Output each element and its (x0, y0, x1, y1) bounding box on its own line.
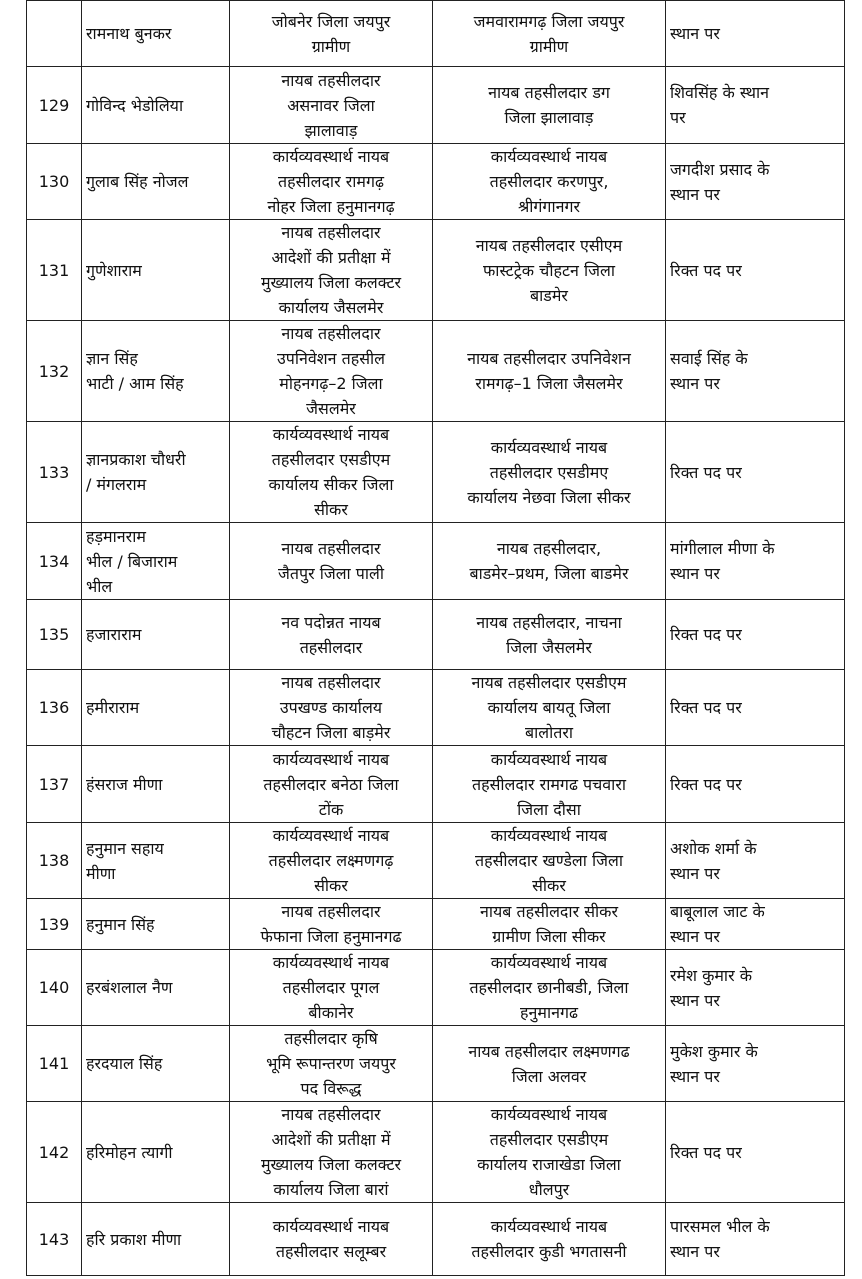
cell-line: कार्यव्यवस्थार्थ नायब (272, 1217, 390, 1236)
cell-line: असनावर जिला (287, 95, 375, 115)
cell-line: तहसीलदार कृषि (284, 1029, 378, 1048)
cell-line: जगदीश प्रसाद के (670, 159, 770, 179)
cell-line: तहसीलदार एसडीएम (271, 450, 391, 469)
cell-line: ज्ञान सिंह (86, 349, 138, 368)
cell-line: नोहर जिला हनुमानगढ़ (267, 197, 395, 216)
cell-line: हनुमानगढ (520, 1003, 578, 1022)
cell-line: कार्यव्यवस्थार्थ नायब (490, 147, 608, 166)
remark-cell (666, 950, 845, 1026)
cell-line: ग्रामीण जिला सीकर (492, 927, 606, 946)
cell-line: नायब तहसीलदार एसीएम (475, 235, 623, 255)
cell-line: कार्यव्यवस्थार्थ नायब (272, 826, 390, 845)
cell-line: कार्यव्यवस्थार्थ नायब (490, 953, 608, 972)
cell-line: बाबूलाल जाट के (670, 902, 765, 921)
cell-line: हरबंशलाल नैण (86, 978, 173, 997)
cell-line: पर (670, 108, 686, 127)
cell-line: कार्यव्यवस्थार्थ नायब (272, 749, 390, 769)
officer-name-cell (82, 144, 230, 220)
cell-line: कार्यव्यवस्थार्थ नायब (272, 147, 390, 166)
cell-line: ग्रामीण (311, 36, 351, 56)
serial-number-cell: 140 (27, 950, 82, 1026)
cell-line: ग्रामीण (529, 36, 569, 56)
cell-line: बाडमेर–प्रथम, जिला बाडमेर (469, 564, 629, 583)
cell-line: हरिमोहन त्यागी (86, 1142, 173, 1162)
cell-line: स्थान पर (670, 927, 720, 946)
remark-cell (666, 670, 845, 746)
cell-line: सवाई सिंह के (670, 349, 748, 368)
cell-line: तहसीलदार एसडीमए (489, 462, 609, 482)
cell-line: रामगढ़–1 जिला जैसलमेर (475, 374, 623, 393)
cell-line: अशोक शर्मा के (670, 838, 757, 858)
cell-line: हनुमान सहाय (86, 838, 164, 858)
new-posting-cell (433, 670, 666, 746)
cell-line: स्थान पर (670, 863, 720, 883)
serial-number-cell: 142 (27, 1102, 82, 1203)
cell-line: हरदयाल सिंह (86, 1054, 163, 1073)
new-posting-cell (433, 144, 666, 220)
cell-line: तहसीलदार छानीबडी, जिला (469, 978, 629, 997)
cell-line: हड़मानराम (86, 526, 146, 546)
cell-line: रामनाथ बुनकर (86, 24, 172, 43)
cell-line: चौहटन जिला बाड़मेर (271, 723, 391, 742)
cell-line: नायब तहसीलदार (281, 539, 381, 558)
cell-line: मोहनगढ़–2 जिला (279, 374, 383, 393)
cell-line: भील / बिजाराम (86, 551, 178, 571)
officer-name-cell (82, 670, 230, 746)
new-posting-cell (433, 1026, 666, 1102)
cell-line: रिक्त पद पर (670, 462, 742, 482)
cell-line: कार्यव्यवस्थार्थ नायब (490, 437, 608, 457)
new-posting-cell (433, 321, 666, 422)
cell-line: नायब तहसीलदार (281, 223, 381, 242)
cell-line: मुख्यालय जिला कलक्टर (260, 1155, 402, 1174)
cell-line: नव पदोन्नत नायब (281, 612, 381, 632)
officer-name-cell (82, 422, 230, 523)
cell-line: सीकर (314, 876, 348, 895)
cell-line: जिला अलवर (511, 1066, 587, 1086)
current-posting-cell (230, 600, 433, 670)
cell-line: मुकेश कुमार के (670, 1041, 758, 1061)
cell-line: कार्यालय नेछवा जिला सीकर (467, 487, 631, 507)
cell-line: नायब तहसीलदार, नाचना (476, 612, 622, 632)
cell-line: आदेशों की प्रतीक्षा में (271, 1130, 391, 1149)
table-row (27, 321, 845, 422)
serial-number-cell: 133 (27, 422, 82, 523)
cell-line: गोविन्द भेडोलिया (86, 95, 184, 115)
cell-line: पद विरूद्ध (300, 1079, 362, 1098)
cell-line: भूमि रूपान्तरण जयपुर (266, 1054, 396, 1073)
cell-line: गुणेशाराम (86, 260, 142, 280)
cell-line: कार्यव्यवस्थार्थ नायब (490, 749, 608, 769)
cell-line: हरि प्रकाश मीणा (86, 1229, 182, 1249)
remark-cell (666, 899, 845, 950)
table-row (27, 1203, 845, 1276)
table-row (27, 422, 845, 523)
new-posting-cell (433, 1, 666, 67)
cell-line: फास्टट्रेक चौहटन जिला (482, 260, 616, 280)
cell-line: रिक्त पद पर (670, 625, 742, 644)
serial-number-cell: 143 (27, 1203, 82, 1276)
serial-number-cell (27, 1, 82, 67)
cell-line: जिला झालावाड़ (504, 108, 594, 127)
table-row (27, 144, 845, 220)
cell-line: कार्यालय बायतू जिला (487, 698, 611, 717)
cell-line: तहसीलदार लक्ष्मणगढ़ (268, 851, 394, 870)
cell-line: शिवसिंह के स्थान (670, 83, 769, 102)
cell-line: कार्यव्यवस्थार्थ नायब (490, 826, 608, 845)
table-row (27, 899, 845, 950)
cell-line: कार्यव्यवस्थार्थ नायब (272, 425, 390, 444)
cell-line: नायब तहसीलदार (281, 70, 381, 90)
cell-line: झालावाड़ (304, 120, 358, 140)
new-posting-cell (433, 220, 666, 321)
cell-line: नायब तहसीलदार एसडीएम (471, 673, 627, 692)
officer-name-cell (82, 220, 230, 321)
cell-line: नायब तहसीलदार डग (488, 83, 610, 102)
cell-line: बालोतरा (524, 723, 574, 742)
cell-line: भाटी / आम सिंह (86, 374, 184, 393)
remark-cell (666, 1102, 845, 1203)
cell-line: हनुमान सिंह (86, 914, 155, 934)
current-posting-cell (230, 1, 433, 67)
cell-line: कार्यव्यवस्थार्थ नायब (490, 1105, 608, 1124)
serial-number-cell: 138 (27, 823, 82, 899)
current-posting-cell (230, 523, 433, 600)
serial-number-cell: 141 (27, 1026, 82, 1102)
current-posting-cell (230, 422, 433, 523)
table-row (27, 746, 845, 823)
officer-name-cell (82, 746, 230, 823)
cell-line: श्रीगंगानगर (517, 197, 581, 216)
current-posting-cell (230, 1102, 433, 1203)
cell-line: मीणा (86, 863, 116, 883)
cell-line: उपखण्ड कार्यालय (279, 698, 383, 717)
table-row (27, 220, 845, 321)
serial-number-cell: 132 (27, 321, 82, 422)
cell-line: जमवारामगढ़ जिला जयपुर (473, 11, 625, 31)
cell-line: स्थान पर (670, 24, 720, 43)
serial-number-cell: 136 (27, 670, 82, 746)
serial-number-cell: 139 (27, 899, 82, 950)
new-posting-cell (433, 422, 666, 523)
table-row (27, 523, 845, 600)
transfer-table-body (27, 1, 845, 1276)
cell-line: बीकानेर (308, 1003, 354, 1022)
remark-cell (666, 523, 845, 600)
officer-name-cell (82, 950, 230, 1026)
new-posting-cell (433, 600, 666, 670)
current-posting-cell (230, 144, 433, 220)
current-posting-cell (230, 746, 433, 823)
current-posting-cell (230, 67, 433, 144)
cell-line: कार्यव्यवस्थार्थ नायब (272, 953, 390, 972)
remark-cell (666, 600, 845, 670)
remark-cell (666, 220, 845, 321)
table-row (27, 670, 845, 746)
remark-cell (666, 1203, 845, 1276)
remark-cell (666, 422, 845, 523)
cell-line: मांगीलाल मीणा के (670, 539, 775, 558)
current-posting-cell (230, 1203, 433, 1276)
cell-line: जैसलमेर (306, 399, 356, 418)
officer-name-cell (82, 321, 230, 422)
remark-cell (666, 321, 845, 422)
cell-line: कार्यालय सीकर जिला (268, 475, 394, 494)
officer-name-cell (82, 1203, 230, 1276)
cell-line: कार्यव्यवस्थार्थ नायब (490, 1217, 608, 1236)
remark-cell (666, 746, 845, 823)
cell-line: नायब तहसीलदार (281, 324, 381, 343)
cell-line: / मंगलराम (86, 475, 147, 494)
serial-number-cell: 134 (27, 523, 82, 600)
cell-line: रमेश कुमार के (670, 965, 752, 985)
cell-line: नायब तहसीलदार (281, 1105, 381, 1124)
serial-number-cell: 130 (27, 144, 82, 220)
cell-line: सीकर (532, 876, 566, 895)
cell-line: रिक्त पद पर (670, 698, 742, 717)
officer-name-cell (82, 1, 230, 67)
table-row (27, 1, 845, 67)
serial-number-cell: 135 (27, 600, 82, 670)
cell-line: कार्यालय जैसलमेर (278, 298, 384, 317)
cell-line: टोंक (318, 799, 344, 819)
officer-name-cell (82, 1026, 230, 1102)
cell-line: तहसीलदार एसडीएम (489, 1130, 609, 1149)
officer-name-cell (82, 1102, 230, 1203)
cell-line: पारसमल भील के (670, 1217, 770, 1236)
current-posting-cell (230, 220, 433, 321)
cell-line: तहसीलदार कुडी भगतासनी (471, 1242, 627, 1261)
cell-line: तहसीलदार बनेठा जिला (263, 774, 399, 794)
new-posting-cell (433, 67, 666, 144)
table-row (27, 950, 845, 1026)
cell-line: नायब तहसीलदार (281, 673, 381, 692)
remark-cell (666, 67, 845, 144)
cell-line: स्थान पर (670, 990, 720, 1010)
current-posting-cell (230, 321, 433, 422)
new-posting-cell (433, 950, 666, 1026)
cell-line: जैतपुर जिला पाली (277, 564, 385, 583)
cell-line: स्थान पर (670, 184, 720, 204)
new-posting-cell (433, 746, 666, 823)
cell-line: नायब तहसीलदार उपनिवेशन (467, 349, 631, 368)
officer-name-cell (82, 899, 230, 950)
cell-line: स्थान पर (670, 1066, 720, 1086)
remark-cell (666, 144, 845, 220)
table-row (27, 823, 845, 899)
new-posting-cell (433, 823, 666, 899)
current-posting-cell (230, 950, 433, 1026)
remark-cell (666, 823, 845, 899)
transfer-table (26, 0, 845, 1276)
cell-line: उपनिवेशन तहसील (276, 349, 386, 368)
cell-line: बाडमेर (530, 285, 568, 305)
table-row (27, 600, 845, 670)
new-posting-cell (433, 899, 666, 950)
cell-line: तहसीलदार (299, 637, 363, 657)
cell-line: स्थान पर (670, 374, 720, 393)
cell-line: ज्ञानप्रकाश चौधरी (86, 450, 186, 469)
cell-line: तहसीलदार सलूम्बर (275, 1242, 387, 1261)
cell-line: जिला जैसलमेर (506, 637, 592, 657)
cell-line: तहसीलदार पूगल (282, 978, 380, 997)
cell-line: रिक्त पद पर (670, 1142, 742, 1162)
current-posting-cell (230, 823, 433, 899)
remark-cell (666, 1026, 845, 1102)
cell-line: जिला दौसा (517, 799, 581, 819)
cell-line: नायब तहसीलदार (281, 902, 381, 921)
cell-line: कार्यालय राजाखेडा जिला (477, 1155, 621, 1174)
cell-line: आदेशों की प्रतीक्षा में (271, 248, 391, 267)
cell-line: भील (86, 576, 113, 596)
cell-line: जोबनेर जिला जयपुर (271, 11, 391, 31)
table-row (27, 1026, 845, 1102)
cell-line: नायब तहसीलदार सीकर (479, 902, 618, 921)
cell-line: गुलाब सिंह नोजल (86, 172, 189, 191)
current-posting-cell (230, 899, 433, 950)
serial-number-cell: 137 (27, 746, 82, 823)
new-posting-cell (433, 1102, 666, 1203)
cell-line: सीकर (314, 500, 348, 519)
cell-line: स्थान पर (670, 564, 720, 583)
remark-cell (666, 1, 845, 67)
cell-line: मुख्यालय जिला कलक्टर (260, 273, 402, 292)
cell-line: हंसराज मीणा (86, 774, 163, 794)
table-row (27, 1102, 845, 1203)
cell-line: रिक्त पद पर (670, 774, 742, 794)
cell-line: धौलपुर (528, 1180, 570, 1199)
cell-line: तहसीलदार खण्डेला जिला (474, 851, 624, 870)
new-posting-cell (433, 1203, 666, 1276)
current-posting-cell (230, 670, 433, 746)
officer-name-cell (82, 67, 230, 144)
cell-line: तहसीलदार रामगढ़ (278, 172, 384, 191)
new-posting-cell (433, 523, 666, 600)
current-posting-cell (230, 1026, 433, 1102)
cell-line: तहसीलदार करणपुर, (489, 172, 609, 191)
officer-name-cell (82, 600, 230, 670)
cell-line: नायब तहसीलदार लक्ष्मणगढ (468, 1041, 630, 1061)
cell-line: फेफाना जिला हनुमानगढ (260, 927, 402, 946)
serial-number-cell: 131 (27, 220, 82, 321)
cell-line: तहसीलदार रामगढ पचवारा (471, 774, 627, 794)
cell-line: कार्यालय जिला बारां (273, 1180, 389, 1199)
cell-line: हमीराराम (86, 698, 140, 717)
officer-name-cell (82, 523, 230, 600)
cell-line: हजाराराम (86, 625, 142, 644)
officer-name-cell (82, 823, 230, 899)
serial-number-cell: 129 (27, 67, 82, 144)
table-row (27, 67, 845, 144)
cell-line: रिक्त पद पर (670, 260, 742, 280)
cell-line: स्थान पर (670, 1242, 720, 1261)
cell-line: नायब तहसीलदार, (496, 539, 602, 558)
